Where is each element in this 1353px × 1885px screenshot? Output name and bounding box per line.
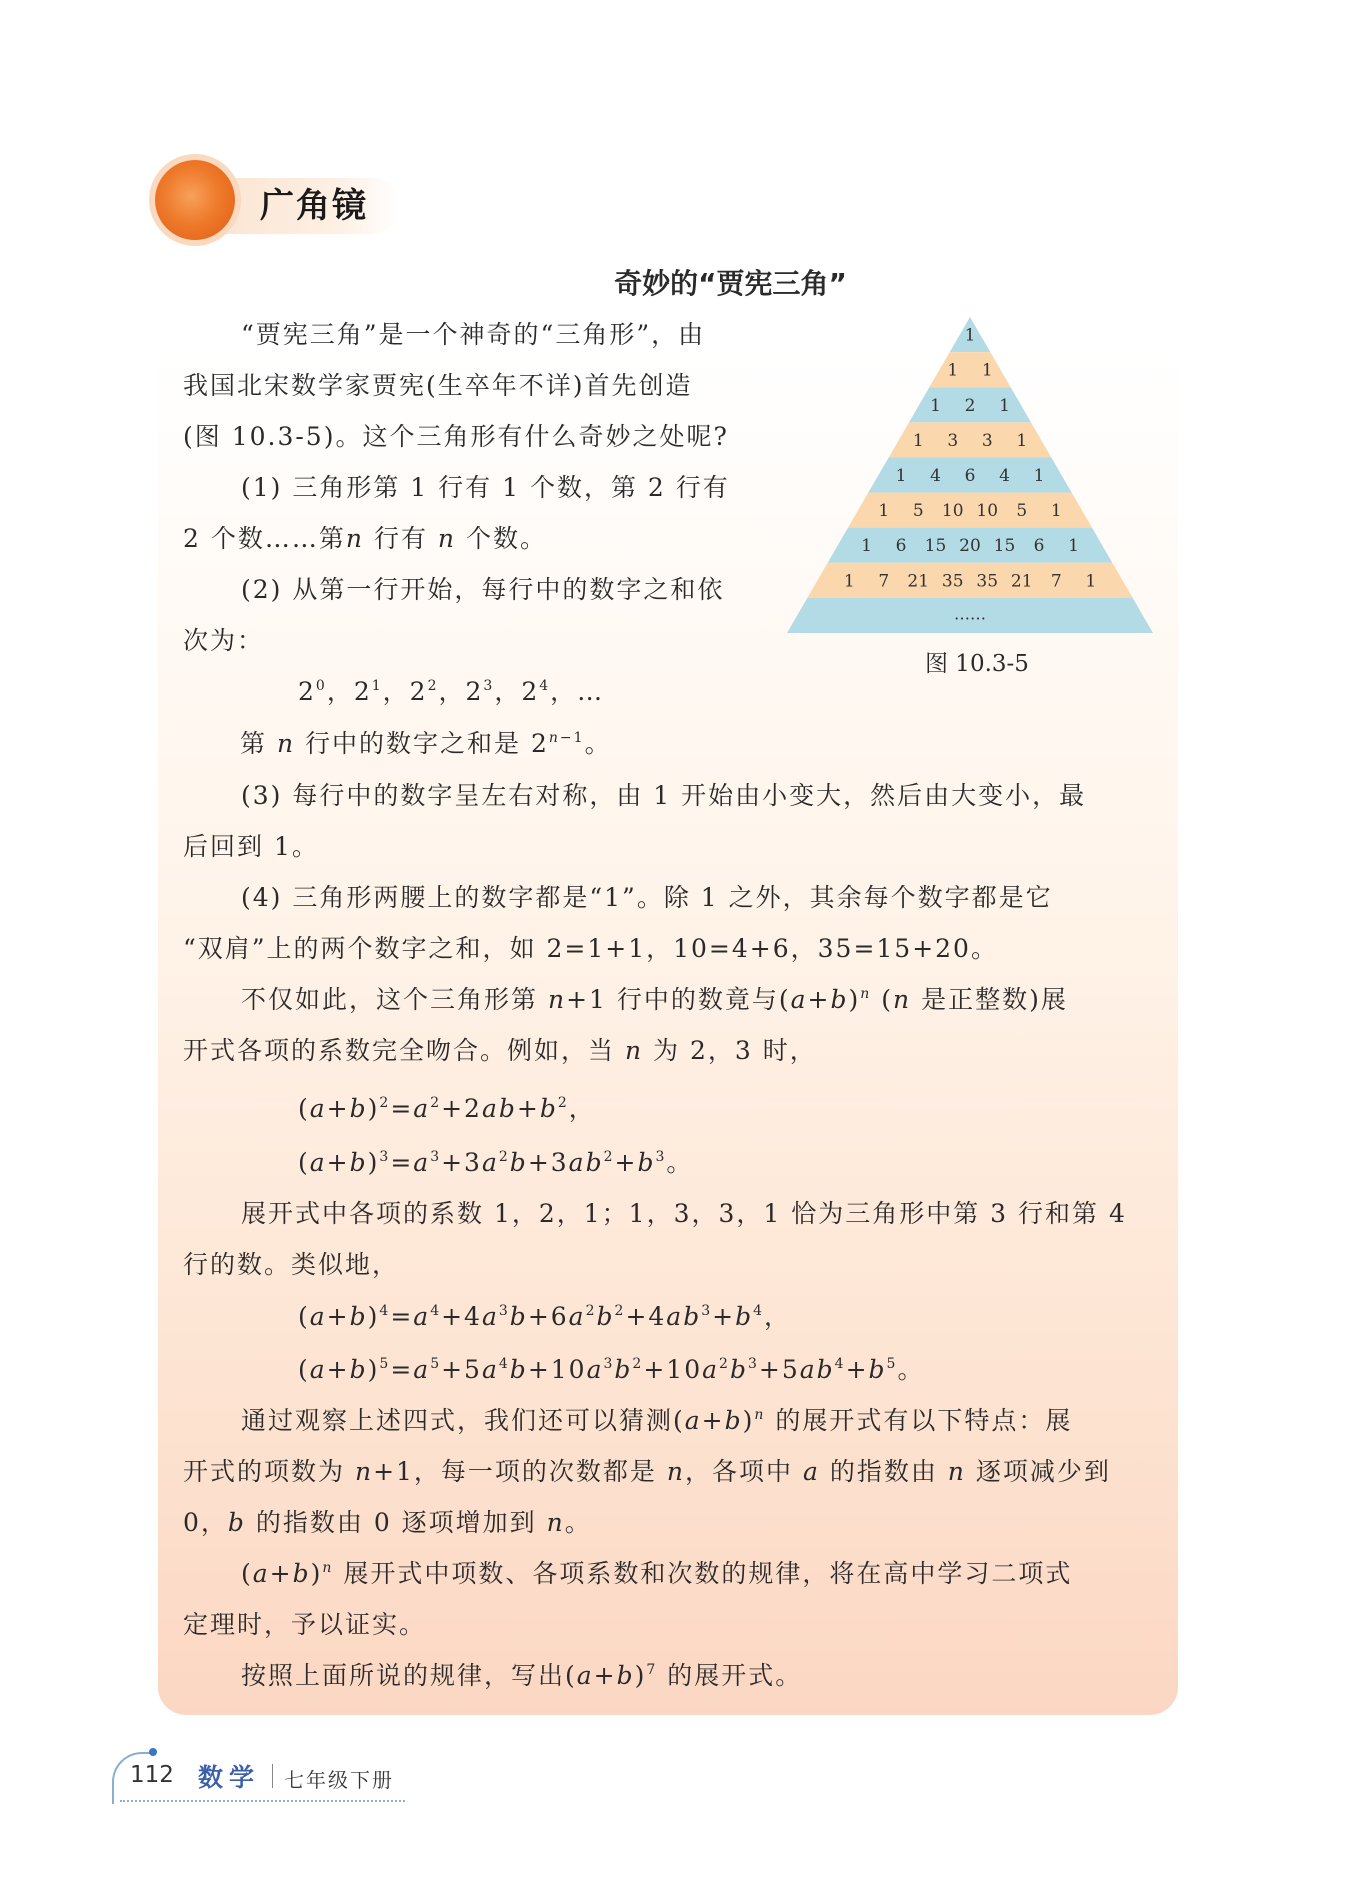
triangle-number: 5 xyxy=(1016,501,1028,522)
intro-paragraph: “贾宪三角”是一个神奇的“三角形”，由 我国北宋数学家贾宪(生卒年不详)首先创造 (图 10.3-5)。这个三角形有什么奇妙之处呢? (1) 三角形第 1 行有 1 个数，第 2 行有 2 个数……第n 行有 n 个数。 (2) 从第一行开始，每行中的数字之和依 次为： xyxy=(183,320,730,655)
triangle-number: 4 xyxy=(930,466,941,486)
footer-dotted-line xyxy=(120,1800,405,1802)
triangle-number: 35 xyxy=(941,571,964,592)
triangle-number: 1 xyxy=(843,571,855,592)
triangle-number: 1 xyxy=(895,466,907,486)
triangle-number: 1 xyxy=(878,501,890,522)
triangle-number: 1 xyxy=(1016,430,1028,451)
triangle-number: 21 xyxy=(1010,571,1033,592)
triangle-number: 2 xyxy=(964,395,976,416)
triangle-number: 1 xyxy=(1068,536,1079,557)
triangle-number: 7 xyxy=(878,571,890,592)
page-number: 112 xyxy=(130,1762,174,1788)
triangle-number: 4 xyxy=(999,466,1010,486)
triangle-number: 15 xyxy=(993,536,1016,557)
figure-caption: 图 10.3-5 xyxy=(925,651,1029,677)
triangle-number: 7 xyxy=(1050,571,1062,592)
triangle-number: 5 xyxy=(912,501,924,522)
expansion-fourth-fifth: $(a+b)^4=a^4+4a^3b+6a^2b^2+4ab^3+b^4$， $(a+b)^5=a^5+5a^4b+10a^3b^2+10a^2b^3+5ab^4+b^5$。 xyxy=(298,1302,925,1384)
triangle-number: 1 xyxy=(947,360,959,381)
triangle-number: 3 xyxy=(947,430,959,451)
article-title: 奇妙的“贾宪三角” xyxy=(614,267,847,300)
triangle-number: 1 xyxy=(964,325,976,346)
expansion-squared-cubed: $(a+b)^2=a^2+2ab+b^2$， $(a+b)^3=a^3+3a^2b+3ab^2+b^3$。 xyxy=(298,1094,694,1177)
triangle-number: 1 xyxy=(1085,571,1097,592)
triangle-number: 20 xyxy=(959,536,981,557)
jiaxian-triangle-figure xyxy=(785,315,1155,635)
triangle-ellipsis: …… xyxy=(954,604,986,624)
triangle-number: 1 xyxy=(1033,466,1045,486)
section-badge xyxy=(155,160,400,242)
triangle-number: 6 xyxy=(964,466,976,486)
conclusion-block: 通过观察上述四式，我们还可以猜测$(a+b)^n$ 的展开式有以下特点：展 开式的项数为 n+1，每一项的次数都是 n，各项中 a 的指数由 n 逐项减少到 0，b 的指数由 0 逐项增加到 n。 $(a+b)^n$ 展开式中项数、各项系数和次数的规律，将在高中学习二项式 定理时，予以证实。 按照上面所说的规律，写出$(a+b)^7$ 的展开式。 xyxy=(183,1406,1111,1690)
triangle-number: 1 xyxy=(861,536,872,557)
triangle-number: 1 xyxy=(999,395,1010,416)
triangle-number: 10 xyxy=(976,501,999,522)
powers-of-two: $2^0$，$2^1$，$2^2$，$2^3$，$2^4$，… xyxy=(298,677,605,706)
triangle-band xyxy=(807,563,1132,598)
badge-title: 广角镜 xyxy=(260,186,368,226)
triangle-number: 1 xyxy=(930,395,941,416)
triangle-band xyxy=(929,352,1010,387)
triangle-number: 1 xyxy=(912,430,924,451)
triangle-number: 35 xyxy=(976,571,999,592)
triangle-number: 15 xyxy=(924,536,947,557)
footer-grade: 七年级下册 xyxy=(284,1768,394,1792)
triangle-number: 1 xyxy=(1050,501,1062,522)
triangle-svg xyxy=(785,315,1155,635)
footer-dot xyxy=(149,1748,157,1756)
triangle-number: 6 xyxy=(1033,536,1045,557)
triangle-number: 1 xyxy=(981,360,993,381)
sun-icon xyxy=(155,160,235,240)
footer-separator xyxy=(272,1764,273,1788)
properties-block: (3) 每行中的数字呈左右对称，由 1 开始由小变大，然后由大变小，最 后回到 1。 (4) 三角形两腰上的数字都是“1”。除 1 之外，其余每个数字都是它 “双肩”上的两个数字之和，如 2=1+1，10=4+6，35=15+20。 不仅如此，这个三角形第 n+1 行中的数竟与$(a+b)^n$ (n 是正整数)展 开式各项的系数完全吻合。例如，当 n 为 2，3 时， xyxy=(183,781,1087,1065)
row-sum-line: 第 n 行中的数字之和是 $2^{n-1}$。 xyxy=(240,729,612,758)
triangle-number: 3 xyxy=(981,430,993,451)
footer-subject: 数学 xyxy=(198,1763,261,1792)
coefficients-paragraph: 展开式中各项的系数 1，2，1；1，3，3，1 恰为三角形中第 3 行和第 4 行的数。类似地， xyxy=(183,1199,1127,1279)
triangle-number: 6 xyxy=(895,536,907,557)
triangle-number: 21 xyxy=(907,571,930,592)
triangle-number: 10 xyxy=(941,501,964,522)
